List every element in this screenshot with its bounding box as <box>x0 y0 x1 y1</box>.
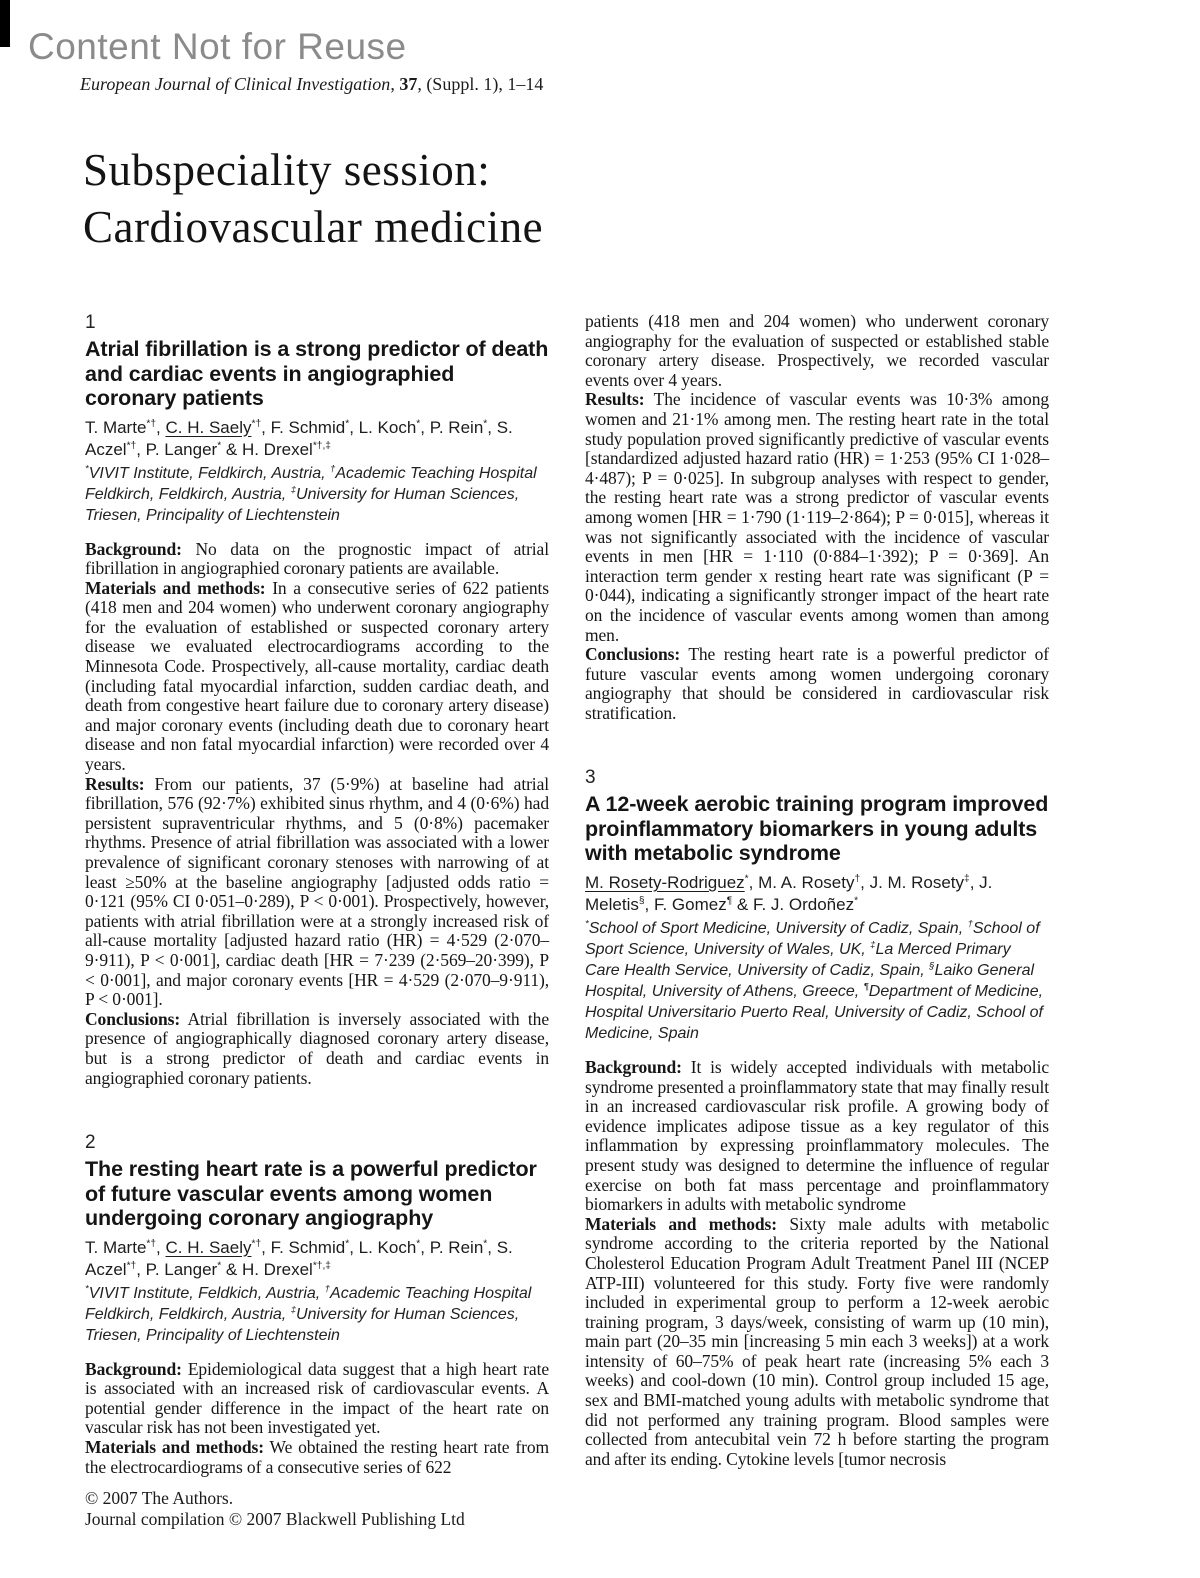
text-segment: Academic Teaching Hospital Feldkirch, Feldkirch, Austria, <box>85 464 537 503</box>
text-segment: & H. Drexel <box>221 1259 313 1279</box>
affiliation-marker: * <box>217 439 222 451</box>
text-segment: , F. Schmid <box>261 417 346 437</box>
text-segment: , M. A. Rosety <box>748 872 855 892</box>
affiliation-marker: § <box>638 895 645 907</box>
presenting-author: M. Rosety-Rodriguez <box>585 872 745 892</box>
session-title <box>83 142 543 256</box>
text-segment: VIVIT Institute, Feldkich, Austria, <box>88 1284 325 1302</box>
abstract-authors <box>585 872 1049 916</box>
text-segment: , J. Meletis <box>585 872 993 914</box>
text-segment: & H. Drexel <box>221 439 313 459</box>
section-label: Background: <box>85 538 182 559</box>
affiliation-marker: * <box>416 1237 421 1249</box>
abstract-paragraph: Materials and methods: We obtained the resting heart rate from the electrocardiograms of a consecutive series of 622 <box>85 1437 549 1477</box>
session-title-line1: Subspeciality session: <box>83 145 491 195</box>
affiliation-marker: * <box>744 873 749 885</box>
abstract-number: 2 <box>85 1132 96 1154</box>
abstract-paragraph: Conclusions: Atrial fibrillation is inversely associated with the presence of angiographically diagnosed coronary artery disease, but is a strong predictor of death and cardiac events in angiographied coronary patients. <box>85 1008 549 1088</box>
text-segment: , P. Rein <box>420 417 484 437</box>
text-segment: VIVIT Institute, Feldkirch, Austria, <box>88 464 330 482</box>
section-label: Background: <box>85 1358 182 1379</box>
journal-citation-sep: , <box>390 74 400 94</box>
affiliation-marker: * <box>345 417 350 429</box>
affiliation-marker: ¶ <box>726 895 733 907</box>
affiliation-marker: *†,‡ <box>312 1259 331 1271</box>
text-segment: , S. Aczel <box>85 417 513 459</box>
column-left <box>85 312 549 1477</box>
section-label: Materials and methods: <box>585 1213 777 1234</box>
affiliation-marker: * <box>483 1237 488 1249</box>
affiliation-marker: * <box>416 417 421 429</box>
text-segment: , S. Aczel <box>85 1237 513 1279</box>
abstract-number: 3 <box>585 767 596 789</box>
text-segment: , <box>156 1237 166 1257</box>
abstract-affiliation <box>585 918 1049 1044</box>
text-segment: , F. Gomez <box>644 894 727 914</box>
text-segment: T. Marte <box>85 417 147 437</box>
affiliation-marker: ‡ <box>964 873 970 885</box>
abstract-paragraph: Materials and methods: In a consecutive series of 622 patients (418 men and 204 women) who underwent coronary angiography for the evaluation of established or suspected coronary artery disease we evaluated electrocardiograms according to the Minnesota Code. Prospectively, all-cause mortality, cardiac death (including fatal myocardial infarction, sudden cardiac death, and death from congestive heart failure due to coronary artery disease) and major coronary events (including death due to coronary heart disease and non fatal myocardial infarction) were recorded over 4 years. <box>85 577 550 775</box>
abstract-title: Atrial fibrillation is a strong predictor of death and cardiac events in angiographied coronary patients <box>85 337 549 410</box>
affiliation-marker: *† <box>146 1237 157 1249</box>
abstract-affiliation <box>85 1283 549 1346</box>
abstract-authors <box>85 1237 549 1281</box>
affiliation-marker: ¶ <box>863 981 869 993</box>
text-segment: , L. Koch <box>349 417 417 437</box>
affiliation-marker: *† <box>126 439 137 451</box>
text-segment: School of Sport Science, University of Wales, UK, <box>585 919 1040 958</box>
journal-name: European Journal of Clinical Investigation <box>80 74 391 94</box>
section-label: Materials and methods: <box>85 1437 264 1457</box>
abstract-authors <box>85 417 549 461</box>
journal-volume: 37 <box>399 74 418 94</box>
presenting-author: C. H. Saely <box>165 1237 252 1257</box>
section-label: Results: <box>585 389 645 410</box>
abstract-paragraph: Conclusions: The resting heart rate is a powerful predictor of future vascular events among women undergoing coronary angiography that should be considered in cardiovascular risk stratification. <box>585 644 1049 723</box>
text-segment: , <box>156 417 166 437</box>
presenting-author: C. H. Saely <box>165 417 252 437</box>
affiliation-marker: *† <box>146 417 157 429</box>
section-label: Conclusions: <box>585 644 681 665</box>
text-segment: , F. Schmid <box>261 1237 346 1257</box>
affiliation-marker: * <box>85 1283 89 1295</box>
abstract-paragraph: Results: From our patients, 37 (5·9%) at baseline had atrial fibrillation, 576 (92·7%) exhibited sinus rhythm, and 4 (0·6%) had persistent supraventricular rhythms, and 5 (0·8%) pacemaker rhythms. Presence of atrial fibrillation was associated with a lower prevalence of significant coronary stenoses with narrowing of at least ≥50% at the baseline angiography [adjusted odds ratio = 0·121 (95% CI 0·051–0·289), P < 0·001). Prospectively, however, patients with atrial fibrillation were at a strongly increased risk of all-cause mortality [adjusted hazard ratio (HR) = 4·529 (2·070–9·911), P < 0·001], cardiac death [HR = 7·239 (2·569–20·399), P < 0·001], and major coronary events [HR = 4·529 (2·070–9·911), P < 0·001]. <box>85 773 549 1010</box>
text-segment: , J. M. Rosety <box>860 872 965 892</box>
journal-issue-pages: , (Suppl. 1), 1–14 <box>417 74 544 94</box>
abstract-paragraph: patients (418 men and 204 women) who underwent coronary angiography for the evaluation of suspected or established stable coronary artery disease. Prospectively, we recorded vascular events over 4 years. <box>585 311 1049 390</box>
affiliation-marker: * <box>854 895 859 907</box>
affiliation-marker: ‡ <box>870 939 876 951</box>
section-label: Conclusions: <box>85 1008 181 1029</box>
abstract-paragraph: Results: The incidence of vascular events was 10·3% among women and 21·1% among men. The resting heart rate in the total study population proved significantly predictive of vascular events [standardized adjusted hazard ratio (HR) = 1·253 (95% CI 1·028–4·487); P = 0·025]. In subgroup analyses with respect to gender, the resting heart rate was a strong predictor of vascular events among women [HR = 1·790 (1·119–2·864); P = 0·015], whereas it was not significantly associated with the incidence of vascular events in men [HR = 1·110 (0·884–1·392); P = 0·369]. An interaction term gender x resting heart rate was significant (P = 0·044), indicating a significantly stronger impact of the heart rate on the incidence of vascular events among women than among men. <box>585 389 1049 645</box>
text-segment: Laiko General Hospital, University of Athens, Greece, <box>585 961 1035 1000</box>
abstract-paragraph: Background: It is widely accepted individuals with metabolic syndrome presented a proinflammatory state that may finally result in an increased cardiovascular risk profile. A growing body of evidence implicates adipose tissue as a key regulator of this inflammation by expressing proinflammatory molecules. The present study was designed to determine the influence of regular exercise on both fat mass percentage and proinflammatory biomarkers in adults with metabolic syndrome <box>585 1056 1049 1215</box>
footer-line1: © 2007 The Authors. <box>85 1488 234 1508</box>
two-column-text-area <box>85 312 1049 1477</box>
affiliation-marker: * <box>483 417 488 429</box>
column-right <box>585 312 1049 1477</box>
affiliation-marker: *† <box>251 417 262 429</box>
text-segment: , P. Langer <box>136 1259 218 1279</box>
text-segment: University for Human Sciences, Triesen, Principality of Liechtenstein <box>85 1305 520 1344</box>
abstract-paragraph: Background: Epidemiological data suggest that a high heart rate is associated with an increased risk of cardiovascular events. A potential gender difference in the impact of the heart rate on vascular risk has not been investigated yet. <box>85 1358 549 1438</box>
affiliation-marker: † <box>967 918 973 930</box>
section-label: Results: <box>85 773 145 794</box>
watermark-text: Content Not for Reuse <box>28 26 407 67</box>
affiliation-marker: † <box>324 1283 331 1295</box>
affiliation-marker: * <box>345 1237 350 1249</box>
affiliation-marker: § <box>929 960 935 972</box>
affiliation-marker: * <box>217 1259 222 1271</box>
affiliation-marker: *† <box>251 1237 262 1249</box>
abstract-paragraph: Background: No data on the prognostic impact of atrial fibrillation in angiographied coronary patients are available. <box>85 538 549 579</box>
affiliation-marker: *†,‡ <box>312 439 331 451</box>
footer-line2: Journal compilation © 2007 Blackwell Publishing Ltd <box>85 1509 465 1529</box>
abstract-number: 1 <box>85 312 96 333</box>
text-segment: Department of Medicine, Hospital Universitario Puerto Real, University of Cadiz, School of Medicine, Spain <box>585 982 1044 1042</box>
abstract-paragraph: Materials and methods: Sixty male adults with metabolic syndrome according to the criteria reported by the National Cholesterol Education Program Adult Treatment Panel III (NCEP ATP-III) volunteered for this study. Forty five were randomly included in experimental group to perform a 12-week aerobic training program, 3 days/week, consisting of warm up (10 min), main part (20–35 min [increasing 5 min each 3 weeks]) at a work intensity of 60–75% of peak heart rate (increasing 5% each 3 weeks) and cool-down (10 min). Control group included 15 age, sex and BMI-matched young adults with metabolic syndrome that did not performed any training program. Blood samples were collected from antecubital vein 72 h before starting the program and after its ending. Cytokine levels [tumor necrosis <box>585 1213 1050 1469</box>
section-label: Materials and methods: <box>85 577 266 598</box>
abstract-title: A 12-week aerobic training program improved proinflammatory biomarkers in young adults with metabolic syndrome <box>585 792 1049 866</box>
text-segment: , P. Langer <box>136 439 218 459</box>
affiliation-marker: *† <box>126 1259 137 1271</box>
affiliation-marker: † <box>854 873 861 885</box>
affiliation-marker: * <box>85 463 89 475</box>
text-segment: School of Sport Medicine, University of Cadiz, Spain, <box>588 919 968 937</box>
abstract-title: The resting heart rate is a powerful predictor of future vascular events among women undergoing coronary angiography <box>85 1157 537 1231</box>
text-segment: & F. J. Ordoñez <box>732 894 855 914</box>
abstract-affiliation <box>85 463 549 526</box>
journal-citation-line <box>80 74 543 95</box>
text-segment: T. Marte <box>85 1237 147 1257</box>
affiliation-marker: † <box>330 463 336 475</box>
text-segment: La Merced Primary Care Health Service, University of Cadiz, Spain, <box>585 940 1011 979</box>
session-title-line2: Cardiovascular medicine <box>83 202 544 252</box>
text-segment: , L. Koch <box>349 1237 417 1257</box>
text-segment: Academic Teaching Hospital Feldkirch, Feldkirch, Austria, <box>85 1284 532 1323</box>
copyright-footer <box>85 1488 465 1530</box>
affiliation-marker: ‡ <box>290 484 297 496</box>
affiliation-marker: * <box>585 918 589 930</box>
text-segment: , P. Rein <box>420 1237 484 1257</box>
text-segment: University for Human Sciences, Triesen, Principality of Liechtenstein <box>85 485 520 524</box>
section-label: Background: <box>585 1056 682 1077</box>
affiliation-marker: ‡ <box>290 1304 297 1316</box>
scan-corner-mark <box>0 0 10 47</box>
